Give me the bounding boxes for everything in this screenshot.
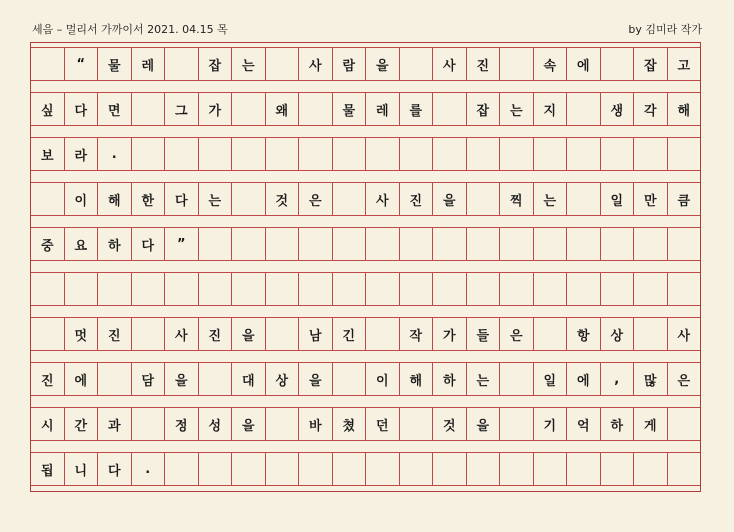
grid-cell: 은 — [499, 317, 533, 351]
grid-cell — [466, 227, 500, 261]
grid-row — [31, 137, 700, 171]
grid-cell: 는 — [198, 182, 232, 216]
header-author: by 김미라 작가 — [628, 23, 702, 36]
grid-cell — [97, 272, 131, 306]
grid-cell — [566, 137, 600, 171]
grid-cell: 는 — [466, 362, 500, 396]
grid-cell — [298, 272, 332, 306]
grid-cell: 던 — [365, 407, 399, 441]
grid-cell — [399, 407, 433, 441]
grid-cell — [265, 452, 299, 486]
grid-cell — [667, 452, 701, 486]
grid-cell — [399, 47, 433, 81]
grid-cell: . — [97, 137, 131, 171]
grid-cell — [198, 272, 232, 306]
page-header — [32, 21, 702, 37]
grid-cell — [97, 362, 131, 396]
grid-cell — [600, 137, 634, 171]
grid-cell — [265, 227, 299, 261]
grid-cell — [432, 92, 466, 126]
grid-cell — [633, 227, 667, 261]
grid-cell — [600, 227, 634, 261]
grid-cell — [332, 272, 366, 306]
grid-cell: 과 — [97, 407, 131, 441]
grid-cell: 에 — [64, 362, 98, 396]
grid-cell: 하 — [600, 407, 634, 441]
grid-cell — [667, 407, 701, 441]
grid-cell: 다 — [164, 182, 198, 216]
grid-cell — [600, 452, 634, 486]
grid-cell — [298, 227, 332, 261]
header-date-title: 세음 – 멀리서 가까이서 2021. 04.15 목 — [32, 23, 228, 36]
grid-cell — [31, 182, 64, 216]
grid-cell: 진 — [466, 47, 500, 81]
grid-cell: 다 — [64, 92, 98, 126]
grid-cell: 게 — [633, 407, 667, 441]
grid-cell: 은 — [298, 182, 332, 216]
grid-cell: 해 — [399, 362, 433, 396]
grid-cell: 잡 — [466, 92, 500, 126]
grid-row — [31, 407, 700, 441]
grid-cell: 남 — [298, 317, 332, 351]
grid-cell: 진 — [97, 317, 131, 351]
grid-cell — [466, 137, 500, 171]
grid-cell — [499, 452, 533, 486]
grid-cell: 을 — [164, 362, 198, 396]
grid-cell: 사 — [298, 47, 332, 81]
grid-cell: 고 — [667, 47, 701, 81]
grid-cell — [231, 92, 265, 126]
grid-cell — [499, 272, 533, 306]
grid-cell — [432, 452, 466, 486]
grid-cell: ” — [164, 227, 198, 261]
grid-cell: 잡 — [198, 47, 232, 81]
grid-cell: 는 — [499, 92, 533, 126]
grid-cell: . — [131, 452, 165, 486]
grid-cell: 해 — [97, 182, 131, 216]
grid-cell — [365, 452, 399, 486]
grid-cell: 성 — [198, 407, 232, 441]
grid-cell: 싶 — [31, 92, 64, 126]
grid-cell — [298, 92, 332, 126]
grid-cell: 많 — [633, 362, 667, 396]
grid-cell — [566, 92, 600, 126]
grid-cell: 람 — [332, 47, 366, 81]
grid-cell: 레 — [365, 92, 399, 126]
grid-row — [31, 92, 700, 126]
grid-row — [31, 272, 700, 306]
grid-cell: 해 — [667, 92, 701, 126]
grid-cell — [399, 227, 433, 261]
grid-cell — [164, 47, 198, 81]
grid-cell — [332, 182, 366, 216]
grid-cell — [466, 272, 500, 306]
grid-cell — [265, 137, 299, 171]
grid-cell: 하 — [97, 227, 131, 261]
grid-cell: 진 — [198, 317, 232, 351]
grid-cell — [64, 272, 98, 306]
grid-cell: 일 — [600, 182, 634, 216]
grid-cell: 기 — [533, 407, 567, 441]
grid-cell: 가 — [432, 317, 466, 351]
grid-cell — [499, 407, 533, 441]
grid-cell: 쳤 — [332, 407, 366, 441]
grid-cell: 니 — [64, 452, 98, 486]
grid-cell: 정 — [164, 407, 198, 441]
grid-cell: 물 — [97, 47, 131, 81]
grid-cell: 것 — [432, 407, 466, 441]
grid-cell — [332, 452, 366, 486]
grid-cell: 사 — [432, 47, 466, 81]
grid-cell — [265, 407, 299, 441]
grid-cell — [231, 452, 265, 486]
grid-cell — [466, 182, 500, 216]
grid-cell: 다 — [131, 227, 165, 261]
grid-cell: 일 — [533, 362, 567, 396]
grid-cell: 것 — [265, 182, 299, 216]
grid-cell: 됩 — [31, 452, 64, 486]
grid-cell: 억 — [566, 407, 600, 441]
grid-cell — [600, 272, 634, 306]
grid-cell — [365, 227, 399, 261]
grid-cell: 큼 — [667, 182, 701, 216]
grid-cell: 생 — [600, 92, 634, 126]
grid-cell: 대 — [231, 362, 265, 396]
grid-cell — [198, 137, 232, 171]
grid-cell — [432, 137, 466, 171]
grid-cell: 물 — [332, 92, 366, 126]
grid-cell — [499, 47, 533, 81]
grid-cell — [533, 317, 567, 351]
grid-cell: 속 — [533, 47, 567, 81]
grid-cell — [667, 227, 701, 261]
grid-cell: 을 — [365, 47, 399, 81]
grid-cell — [533, 227, 567, 261]
grid-cell — [499, 227, 533, 261]
grid-cell: 보 — [31, 137, 64, 171]
grid-cell: 바 — [298, 407, 332, 441]
grid-cell — [231, 137, 265, 171]
grid-cell — [164, 272, 198, 306]
grid-cell — [432, 272, 466, 306]
grid-cell: 사 — [667, 317, 701, 351]
grid-cell — [332, 227, 366, 261]
grid-cell — [533, 452, 567, 486]
grid-cell — [131, 92, 165, 126]
grid-cell — [131, 272, 165, 306]
grid-cell: 하 — [432, 362, 466, 396]
grid-cell: 는 — [231, 47, 265, 81]
grid-cell: 를 — [399, 92, 433, 126]
grid-row — [31, 47, 700, 81]
grid-cell — [198, 227, 232, 261]
grid-cell — [633, 452, 667, 486]
grid-cell — [566, 272, 600, 306]
grid-cell: 사 — [365, 182, 399, 216]
grid-cell — [31, 317, 64, 351]
grid-row — [31, 182, 700, 216]
grid-cell — [164, 452, 198, 486]
grid-cell: 라 — [64, 137, 98, 171]
grid-cell — [332, 137, 366, 171]
grid-cell: 진 — [31, 362, 64, 396]
grid-cell: 을 — [298, 362, 332, 396]
grid-cell — [365, 317, 399, 351]
grid-cell — [365, 272, 399, 306]
grid-cell: 시 — [31, 407, 64, 441]
grid-cell — [533, 272, 567, 306]
grid-cell: 에 — [566, 362, 600, 396]
grid-cell: 만 — [633, 182, 667, 216]
grid-cell — [466, 452, 500, 486]
grid-cell: 들 — [466, 317, 500, 351]
grid-cell: 가 — [198, 92, 232, 126]
grid-cell: 는 — [533, 182, 567, 216]
grid-cell — [198, 362, 232, 396]
grid-cell — [499, 137, 533, 171]
grid-cell — [265, 317, 299, 351]
grid-cell: 면 — [97, 92, 131, 126]
grid-cell: 멋 — [64, 317, 98, 351]
grid-cell: 은 — [667, 362, 701, 396]
grid-cell: 사 — [164, 317, 198, 351]
grid-cell: 각 — [633, 92, 667, 126]
grid-cell: 상 — [600, 317, 634, 351]
grid-cell: 이 — [64, 182, 98, 216]
grid-row — [31, 362, 700, 396]
grid-cell — [399, 452, 433, 486]
grid-cell: 중 — [31, 227, 64, 261]
grid-cell — [365, 137, 399, 171]
grid-cell: 을 — [231, 407, 265, 441]
grid-cell: 간 — [64, 407, 98, 441]
grid-cell: 다 — [97, 452, 131, 486]
grid-row — [31, 227, 700, 261]
grid-cell: 찍 — [499, 182, 533, 216]
grid-cell: 긴 — [332, 317, 366, 351]
grid-cell — [265, 272, 299, 306]
grid-cell: 에 — [566, 47, 600, 81]
grid-cell: 상 — [265, 362, 299, 396]
grid-cell — [231, 227, 265, 261]
grid-cell: 그 — [164, 92, 198, 126]
grid-cell — [399, 137, 433, 171]
grid-cell — [600, 47, 634, 81]
grid-cell — [667, 272, 701, 306]
grid-cell — [231, 182, 265, 216]
grid-cell: 을 — [432, 182, 466, 216]
grid-cell — [131, 317, 165, 351]
grid-cell — [231, 272, 265, 306]
grid-cell — [566, 452, 600, 486]
manuscript-grid — [30, 42, 701, 492]
grid-cell — [298, 137, 332, 171]
grid-cell — [432, 227, 466, 261]
grid-cell: 항 — [566, 317, 600, 351]
grid-cell — [667, 137, 701, 171]
grid-cell — [31, 47, 64, 81]
grid-cell — [265, 47, 299, 81]
grid-cell — [566, 227, 600, 261]
grid-cell — [131, 407, 165, 441]
grid-cell — [198, 452, 232, 486]
grid-cell: 지 — [533, 92, 567, 126]
grid-cell — [633, 137, 667, 171]
grid-cell — [31, 272, 64, 306]
grid-cell: 을 — [466, 407, 500, 441]
grid-cell: 잡 — [633, 47, 667, 81]
grid-cell — [499, 362, 533, 396]
grid-cell: , — [600, 362, 634, 396]
grid-cell — [399, 272, 433, 306]
grid-cell: 왜 — [265, 92, 299, 126]
grid-cell: 한 — [131, 182, 165, 216]
grid-cell — [298, 452, 332, 486]
grid-row — [31, 317, 700, 351]
grid-cell — [131, 137, 165, 171]
grid-cell: 을 — [231, 317, 265, 351]
grid-cell — [164, 137, 198, 171]
grid-cell: 작 — [399, 317, 433, 351]
grid-cell: 레 — [131, 47, 165, 81]
grid-cell — [533, 137, 567, 171]
grid-cell: “ — [64, 47, 98, 81]
grid-cell: 진 — [399, 182, 433, 216]
grid-row — [31, 452, 700, 486]
grid-cell: 담 — [131, 362, 165, 396]
grid-cell — [566, 182, 600, 216]
grid-cell — [633, 272, 667, 306]
grid-cell: 이 — [365, 362, 399, 396]
grid-cell: 요 — [64, 227, 98, 261]
grid-cell — [332, 362, 366, 396]
grid-cell — [633, 317, 667, 351]
